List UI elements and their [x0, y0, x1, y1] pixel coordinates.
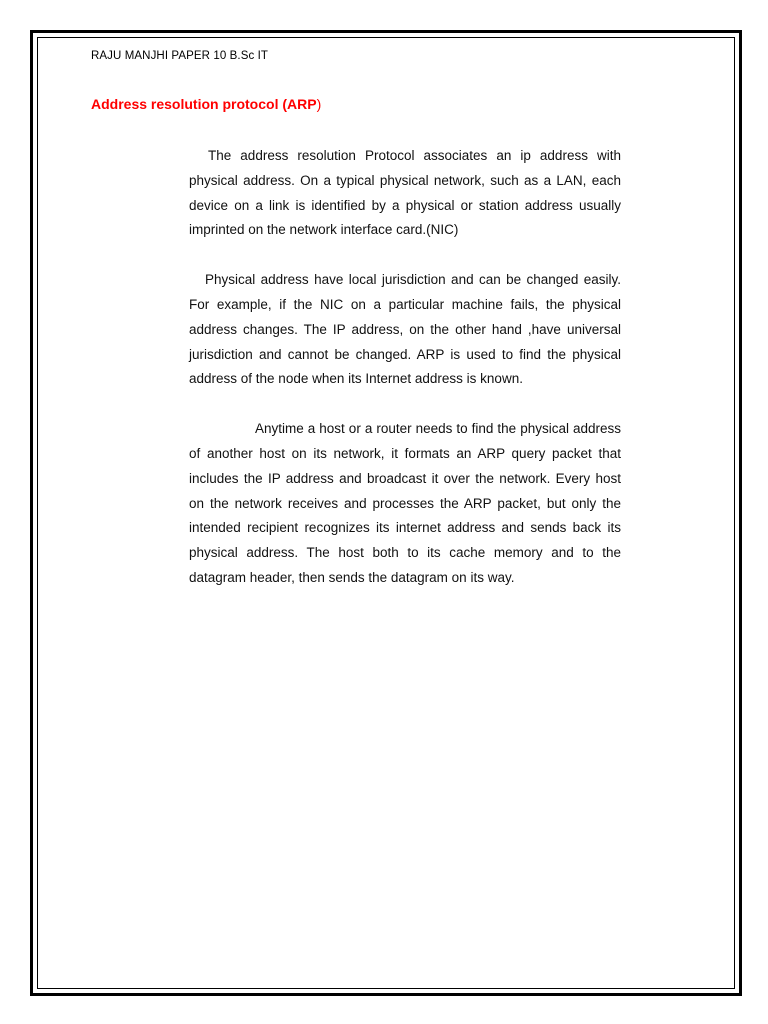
- section-title-close-paren: ): [316, 96, 322, 112]
- paragraph: The address resolution Protocol associates an ip address with physical address. On a typical physical network, such as a LAN, each device on a link is identified by a physical or station address usually imprinted on the network interface card.(NIC): [189, 148, 621, 238]
- body-text: [189, 144, 621, 616]
- section-title: [91, 96, 321, 112]
- paragraph: Physical address have local jurisdiction and can be changed easily. For example, if the NIC on a particular machine fails, the physical address changes. The IP address, on the other hand ,have universal jurisdiction and cannot be changed. ARP is used to find the physical address of the node when its Internet address is known.: [189, 272, 621, 387]
- section-title-text: Address resolution protocol (ARP: [91, 96, 317, 112]
- paragraph: Anytime a host or a router needs to find the physical address of another host on its network, it formats an ARP query packet that includes the IP address and broadcast it over the network. Every host on the network receives and processes the ARP packet, but only the intended recipient recognizes its internet address and sends back its physical address. The host both to its cache memory and to the datagram header, then sends the datagram on its way.: [189, 421, 621, 585]
- page-header: RAJU MANJHI PAPER 10 B.Sc IT: [91, 50, 269, 62]
